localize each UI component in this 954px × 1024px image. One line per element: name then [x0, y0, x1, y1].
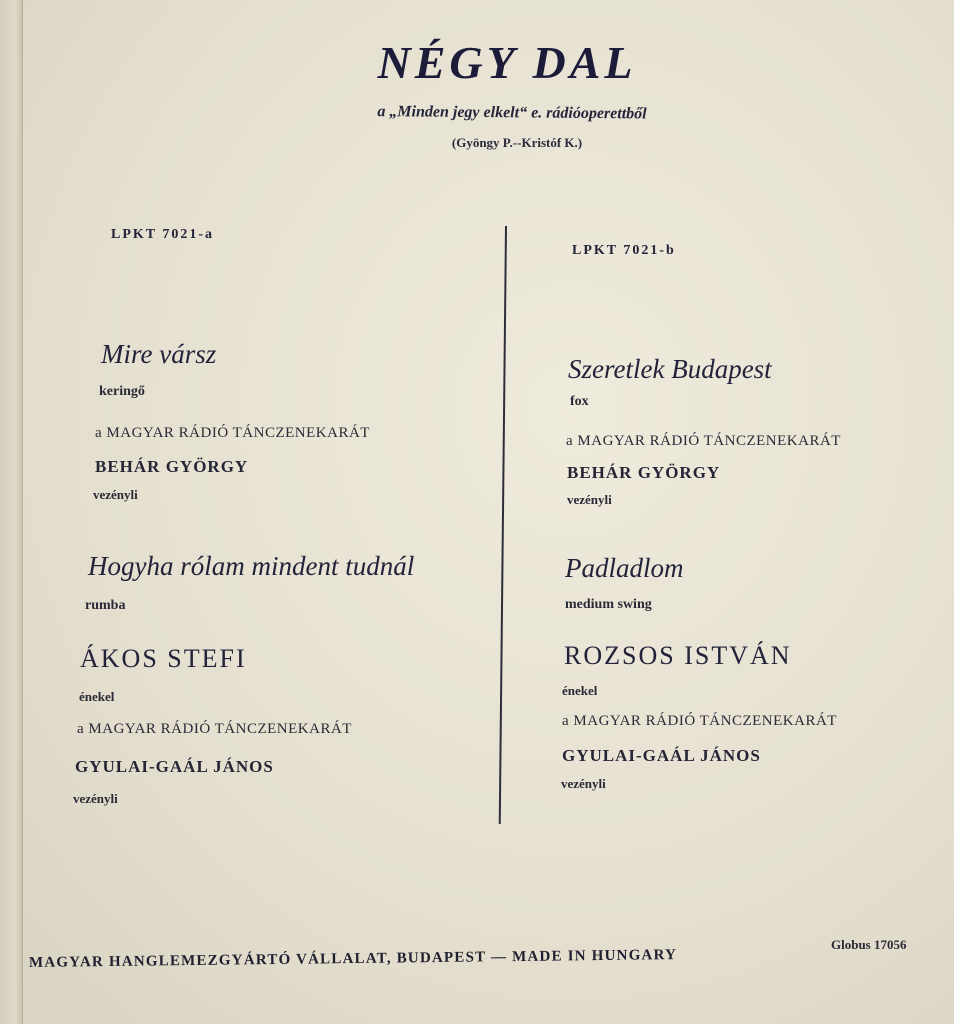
side-b-song-1-title: Szeretlek Budapest: [568, 354, 772, 384]
side-a-song-1-orchestra: a MAGYAR RÁDIÓ TÁNCZENEKARÁT: [95, 425, 370, 441]
author-credits: (Gyöngy P.--Kristóf K.): [451, 135, 583, 150]
side-a-song-2-conductor-role: vezényli: [73, 791, 118, 806]
side-a-song-1-genre: keringő: [99, 384, 145, 399]
column-divider: [499, 226, 507, 824]
side-b-catalog-number: LPKT 7021-b: [572, 243, 676, 258]
side-b-song-1-genre: fox: [570, 394, 589, 409]
side-b-song-2-orchestra: a MAGYAR RÁDIÓ TÁNCZENEKARÁT: [562, 713, 837, 729]
side-b-song-2-genre: medium swing: [565, 597, 652, 612]
side-b-song-1-conductor: BEHÁR GYÖRGY: [567, 463, 721, 482]
side-a-song-2-title: Hogyha rólam mindent tudnál: [88, 551, 415, 581]
publisher-line: MAGYAR HANGLEMEZGYÁRTÓ VÁLLALAT, BUDAPEST — MADE IN HUNGARY: [28, 947, 678, 971]
side-b-song-1-orchestra: a MAGYAR RÁDIÓ TÁNCZENEKARÁT: [566, 433, 841, 449]
sleeve-fold-edge: [0, 0, 23, 1024]
side-b-song-2-singer: ROZSOS ISTVÁN: [564, 641, 792, 670]
side-b-song-1-conductor-role: vezényli: [567, 492, 612, 507]
page-subtitle: a „Minden jegy elkelt“ e. rádióoperettből: [377, 103, 647, 123]
side-a-song-1-conductor-role: vezényli: [93, 487, 138, 502]
side-a-song-2-orchestra: a MAGYAR RÁDIÓ TÁNCZENEKARÁT: [77, 721, 352, 737]
side-a-song-2-singer-role: énekel: [79, 689, 115, 704]
printer-mark: Globus 17056: [831, 937, 907, 952]
side-a-song-1-conductor: BEHÁR GYÖRGY: [95, 457, 249, 476]
side-b-song-2-title: Padladlom: [565, 553, 684, 583]
page-title: NÉGY DAL: [377, 37, 637, 88]
side-a-song-2-singer: ÁKOS STEFI: [80, 644, 247, 673]
side-b-song-2-singer-role: énekel: [562, 683, 598, 698]
side-b-song-2-conductor-role: vezényli: [561, 776, 606, 791]
side-a-song-1-title: Mire vársz: [101, 339, 217, 369]
side-b-song-2-conductor: GYULAI-GAÁL JÁNOS: [562, 746, 761, 765]
side-a-song-2-genre: rumba: [85, 598, 126, 613]
side-a-song-2-conductor: GYULAI-GAÁL JÁNOS: [75, 757, 274, 776]
side-a-catalog-number: LPKT 7021-a: [111, 227, 215, 242]
